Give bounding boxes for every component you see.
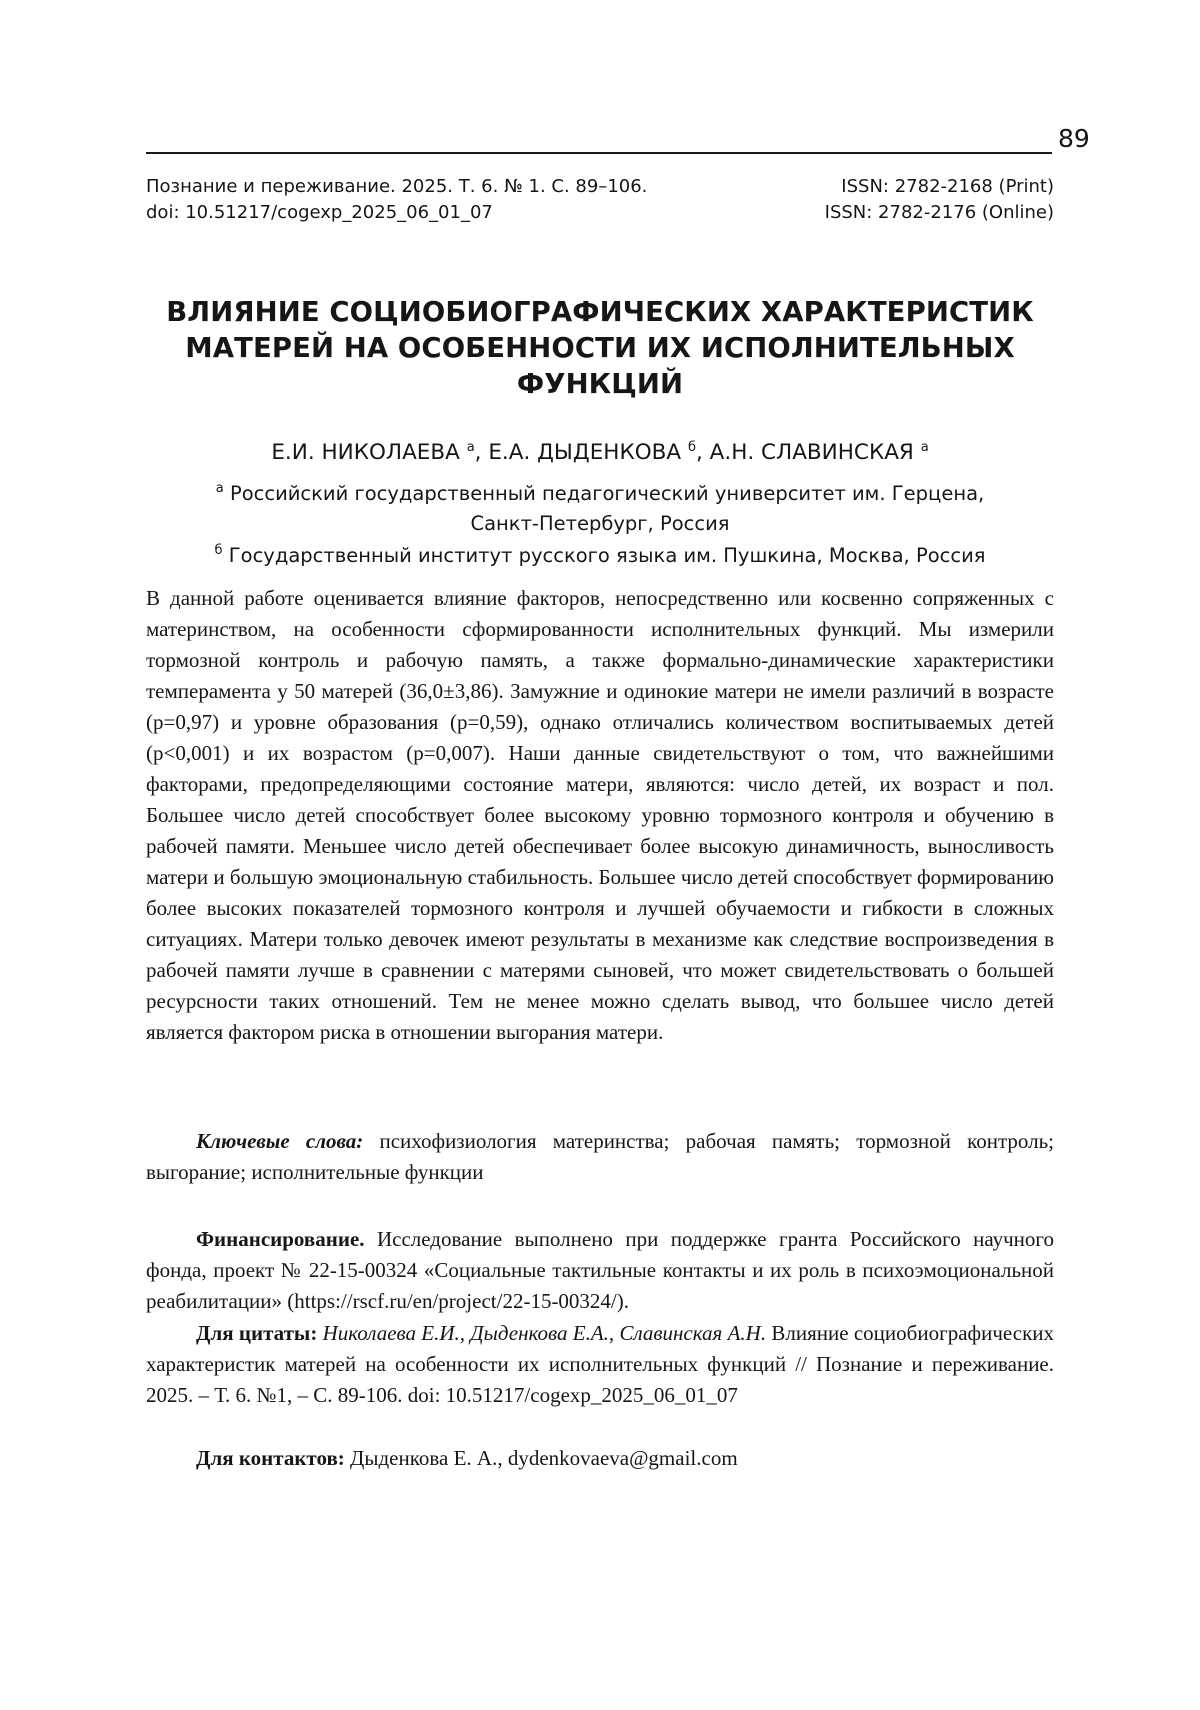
author-name: Е.А. ДЫДЕНКОВА [488, 440, 682, 465]
author-name: Е.И. НИКОЛАЕВА [271, 440, 460, 465]
keywords-text: психофизиология материнства; рабочая память; тормозной контроль; выгорание; исполнительные функции [146, 1129, 1054, 1184]
funding-text: Исследование выполнено при поддержке гранта Российского научного фонда, проект № 22-15-00324 «Социальные тактильные контакты и их роль в психоэмоциональной реабилитации» (https://rscf.ru/en/project/22-15-00324/). [146, 1227, 1055, 1313]
affiliation-marker: а [920, 440, 929, 455]
funding-label: Финансирование. [196, 1227, 365, 1251]
author-name: А.Н. СЛАВИНСКАЯ [709, 440, 914, 465]
journal-citation: Познание и переживание. 2025. Т. 6. № 1. С. 89–106. [146, 176, 648, 197]
header-rule [146, 152, 1052, 154]
funding [146, 1224, 1054, 1317]
issn-online: ISSN: 2782-2176 (Online) [824, 202, 1054, 223]
affiliation-marker: б [687, 440, 696, 455]
contacts-label: Для контактов: [196, 1446, 345, 1470]
affiliation-b [120, 536, 1080, 571]
journal-doi: doi: 10.51217/cogexp_2025_06_01_07 [146, 202, 493, 223]
citation-label: Для цитаты: [196, 1321, 318, 1345]
affiliation-marker: а [215, 481, 224, 496]
affiliation-line: Санкт-Петербург, Россия [470, 512, 730, 535]
page-number: 89 [1058, 124, 1090, 153]
citation-authors: Николаева Е.И., Дыденкова Е.А., Славинская А.Н. [322, 1321, 767, 1345]
affiliation-marker: б [214, 543, 223, 558]
citation [146, 1318, 1054, 1411]
issn-print: ISSN: 2782-2168 (Print) [841, 176, 1054, 197]
affiliation-marker: а [466, 440, 475, 455]
keywords [146, 1126, 1054, 1188]
keywords-label: Ключевые слова: [196, 1129, 364, 1153]
affiliation-line: Российский государственный педагогический университет им. Герцена, [229, 482, 985, 505]
contacts [146, 1443, 1054, 1474]
article-title: ВЛИЯНИЕ СОЦИОБИОГРАФИЧЕСКИХ ХАРАКТЕРИСТИК МАТЕРЕЙ НА ОСОБЕННОСТИ ИХ ИСПОЛНИТЕЛЬНЫХ ФУНКЦИЙ [166, 296, 1034, 400]
affiliation-a [120, 474, 1080, 539]
affiliation-line: Государственный институт русского языка им. Пушкина, Москва, Россия [228, 544, 986, 567]
abstract: В данной работе оценивается влияние факторов, непосредственно или косвенно сопряженных с материнством, на особенности сформированности исполнительных функций. Мы измерили тормозной контроль и рабочую память, а также формально-динамические характеристики темперамента у 50 матерей (36,0±3,86). Замужние и одинокие матери не имели различий в возрасте (p=0,97) и уровне образования (p=0,59), однако отличались количеством воспитываемых детей (p<0,001) и их возрастом (p=0,007). Наши данные свидетельствуют о том, что важнейшими факторами, предопределяющими состояние матери, являются: число детей, их возраст и пол. Большее число детей способствует более высокому уровню тормозного контроля и обучению в рабочей памяти. Меньшее число детей обеспечивает более высокую динамичность, выносливость матери и большую эмоциональную стабильность. Большее число детей способствует формированию более высоких показателей тормозного контроля и лучшей обучаемости и гибкости в сложных ситуациях. Матери только девочек имеют результаты в механизме как следствие воспроизведения в рабочей памяти лучше в сравнении с матерями сыновей, что может свидетельствовать о большей ресурсности таких отношений. Тем не менее можно сделать вывод, что большее число детей является фактором риска в отношении выгорания матери. [146, 586, 1054, 1044]
author-list: Е.И. НИКОЛАЕВА $^а$, Е.А. ДЫДЕНКОВА $^б$, А.Н. СЛАВИНСКАЯ $^а$ [271, 440, 929, 465]
citation-text: Влияние социобиографических характеристик матерей на особенности их исполнительных функций // Познание и переживание. 2025. – Т. 6. №1, – С. 89-106. doi: 10.51217/cogexp_2025_06_01_07 [146, 1321, 1055, 1407]
contacts-text: Дыденкова Е. А., dydenkovaeva@gmail.com [350, 1446, 738, 1470]
